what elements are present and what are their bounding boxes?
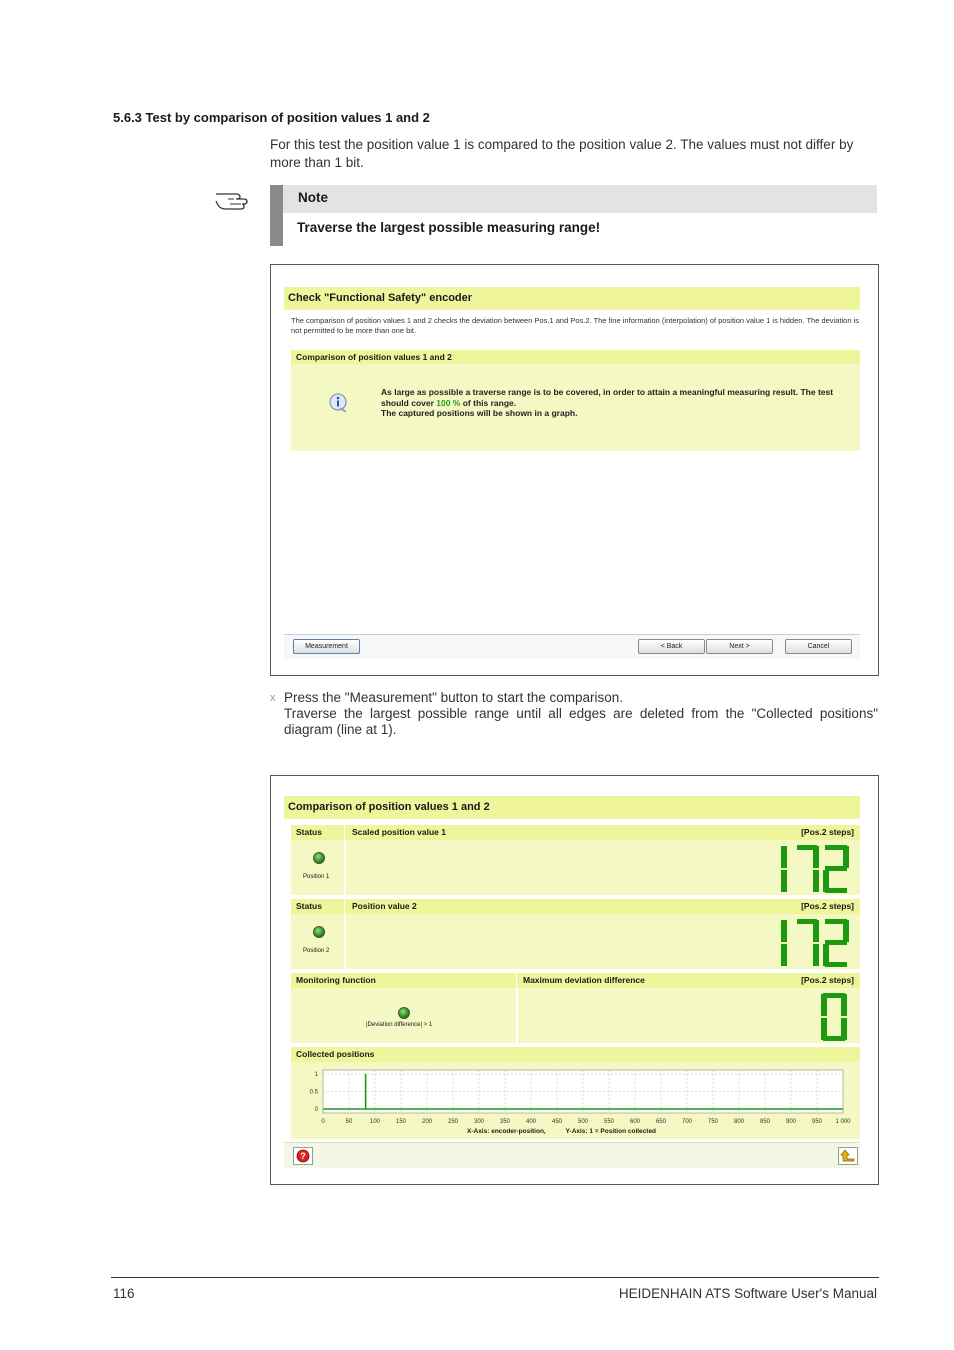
row1-label: Scaled position value 1 <box>352 827 447 837</box>
x-tick-label: 200 <box>421 1119 433 1125</box>
x-tick-label: 300 <box>473 1119 485 1125</box>
step-line-2: Traverse the largest possible range until all edges are deleted from the "Collected positions" diagram (line at 1). <box>284 706 878 737</box>
row2-status-cell <box>291 914 344 969</box>
x-tick-label: 550 <box>603 1119 615 1125</box>
chart-header <box>291 1047 860 1062</box>
cancel-button[interactable]: Cancel <box>785 639 852 654</box>
row3-value-cell <box>518 988 860 1043</box>
row3-header <box>291 973 860 988</box>
section-title: 5.6.3 Test by comparison of position values 1 and 2 <box>113 110 430 125</box>
x-tick-label: 0 <box>321 1119 325 1125</box>
chart-title: Collected positions <box>296 1049 375 1059</box>
position1-status-led <box>313 852 325 864</box>
pointing-hand-icon <box>214 186 250 212</box>
step-text <box>284 690 878 738</box>
export-icon <box>839 1148 857 1164</box>
x-tick-label: 650 <box>655 1119 667 1125</box>
row1-digital-value <box>771 844 851 894</box>
row3-digital-value <box>821 992 853 1042</box>
page-number: 116 <box>113 1286 135 1301</box>
x-tick-label: 1 000 <box>835 1119 851 1125</box>
dialog-title-bar <box>284 287 860 310</box>
x-tick-label: 350 <box>499 1119 511 1125</box>
step-bullet: x <box>270 692 276 704</box>
manual-title: HEIDENHAIN ATS Software User's Manual <box>618 1286 877 1301</box>
dialog-description: The comparison of position values 1 and 2 checks the deviation between Pos.1 and Pos.2. The fine information (interpolation) of position value 1 is hidden. The deviation is not permitted to be more than one bit. <box>291 316 859 335</box>
note-text: Traverse the largest possible measuring range! <box>297 220 601 235</box>
row2-unit: [Pos.2 steps] <box>801 901 854 911</box>
position2-status-led <box>313 926 325 938</box>
chart-ylabel: Y-Axis: 1 = Position collected <box>565 1128 657 1135</box>
x-tick-label: 950 <box>811 1119 823 1125</box>
row3-unit: [Pos.2 steps] <box>801 975 854 985</box>
step-line-1: Press the "Measurement" button to start the comparison. <box>284 690 623 705</box>
svg-text:?: ? <box>300 1151 306 1161</box>
note-header <box>283 185 877 213</box>
row2-header <box>291 899 860 914</box>
footer-rule <box>111 1277 879 1278</box>
panel-header <box>291 350 860 364</box>
info-icon <box>329 393 349 413</box>
y-tick-label: 1 <box>314 1072 318 1078</box>
dialog-toolbar <box>284 1142 860 1168</box>
deviation-led-label: |Deviation difference| > 1 <box>366 1022 433 1028</box>
note-heading: Note <box>298 190 328 205</box>
section-intro: For this test the position value 1 is compared to the position value 2. The values must not differ by more than 1 bit. <box>270 137 854 170</box>
position1-led-label: Position 1 <box>303 874 330 880</box>
dialog-button-bar <box>284 634 860 659</box>
y-tick-label: 0.5 <box>309 1089 318 1096</box>
position2-led-label: Position 2 <box>303 948 330 954</box>
deviation-status-led <box>398 1007 410 1019</box>
panel-message <box>381 387 859 419</box>
x-tick-label: 450 <box>551 1119 563 1125</box>
message-highlight: 100 % <box>436 397 461 408</box>
row1-header <box>291 825 860 840</box>
row2-sep <box>344 899 345 914</box>
x-tick-label: 250 <box>447 1119 459 1125</box>
dialog-title: Comparison of position values 1 and 2 <box>288 801 490 813</box>
row1-sep <box>344 825 345 840</box>
chart-axis-caption <box>467 1128 656 1135</box>
chart-xlabel: X-Axis: encoder-position, <box>467 1128 546 1135</box>
export-button[interactable] <box>838 1147 858 1165</box>
row3-sep <box>516 973 517 988</box>
x-tick-label: 800 <box>733 1119 745 1125</box>
y-tick-label: 0 <box>314 1107 318 1113</box>
x-tick-label: 50 <box>345 1119 353 1125</box>
help-button[interactable] <box>293 1147 313 1165</box>
dialog-title: Check "Functional Safety" encoder <box>288 292 473 304</box>
x-tick-label: 150 <box>395 1119 407 1125</box>
row1-status-label: Status <box>296 827 322 837</box>
x-tick-label: 850 <box>759 1119 771 1125</box>
screenshot-check-dialog <box>270 264 879 676</box>
x-tick-label: 900 <box>785 1119 797 1125</box>
x-tick-label: 750 <box>707 1119 719 1125</box>
x-tick-label: 100 <box>369 1119 381 1125</box>
x-tick-label: 600 <box>629 1119 641 1125</box>
dialog-title-bar <box>284 796 860 819</box>
x-tick-label: 400 <box>525 1119 537 1125</box>
row2-digital-value <box>771 918 851 968</box>
note-bar <box>270 185 283 246</box>
panel-title: Comparison of position values 1 and 2 <box>296 352 452 362</box>
help-icon <box>294 1148 312 1164</box>
max-deviation-label: Maximum deviation difference <box>523 975 645 985</box>
message-text-start: As large as possible a traverse range is to be covered, in order to attain a meaningful measuring result. The test should cover <box>381 387 834 408</box>
row1-status-cell <box>291 840 344 895</box>
screenshot-comparison-dialog <box>270 775 879 1185</box>
row2-label: Position value 2 <box>352 901 417 911</box>
measurement-button[interactable]: Measurement <box>293 639 360 654</box>
message-line-2: The captured positions will be shown in a graph. <box>381 408 578 418</box>
monitoring-function-label: Monitoring function <box>296 975 376 985</box>
row1-unit: [Pos.2 steps] <box>801 827 854 837</box>
message-text-end: of this range. <box>460 397 517 408</box>
row2-status-label: Status <box>296 901 322 911</box>
x-tick-label: 500 <box>577 1119 589 1125</box>
back-button[interactable]: < Back <box>638 639 705 654</box>
x-tick-label: 700 <box>681 1119 693 1125</box>
next-button[interactable]: Next > <box>706 639 773 654</box>
